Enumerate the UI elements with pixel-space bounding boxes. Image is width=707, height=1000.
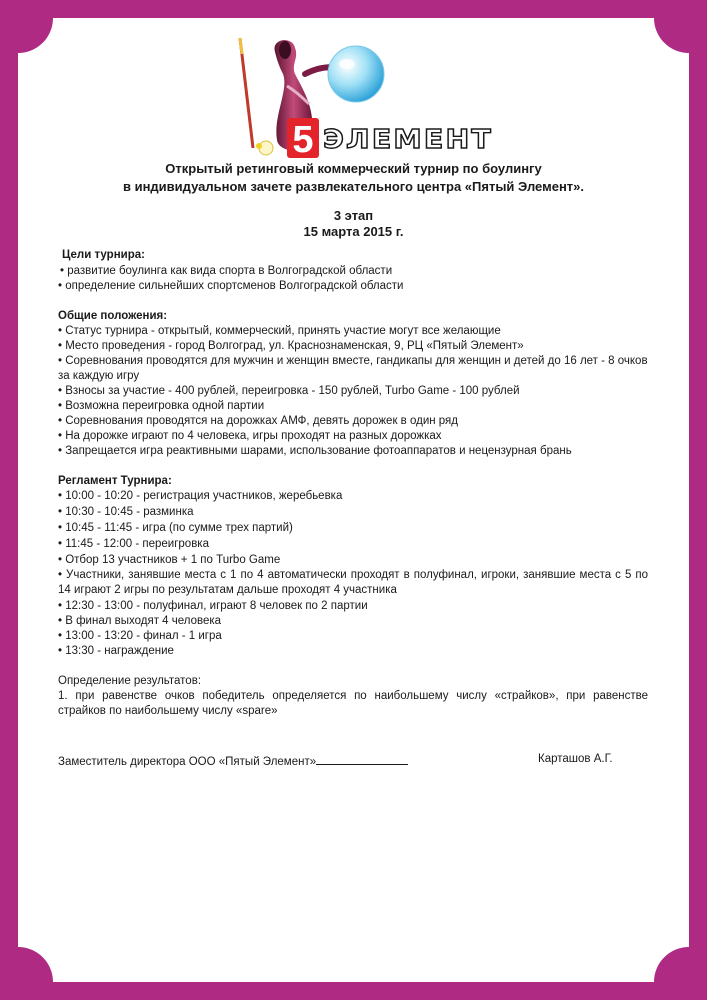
schedule-heading: Регламент Турнира: bbox=[58, 475, 172, 487]
list-item: • 10:30 - 10:45 - разминка bbox=[58, 506, 194, 518]
signature-position-text: Заместитель директора ООО «Пятый Элемент» bbox=[58, 756, 317, 768]
document-page bbox=[18, 18, 689, 982]
logo-text: ЭЛЕМЕНТ bbox=[323, 125, 493, 155]
results-text: 1. при равенстве очков победитель определяется по наибольшему числу «страйков», при равенстве страйков по наибольшему числу «spare» bbox=[58, 690, 648, 717]
signature-line bbox=[316, 753, 408, 765]
list-item: • Запрещается игра реактивными шарами, использование фотоаппаратов и нецензурная брань bbox=[58, 445, 572, 457]
document-title-line1: Открытый ретинговый коммерческий турнир по боулингу bbox=[165, 161, 542, 176]
results-heading: Определение результатов: bbox=[58, 675, 202, 687]
list-item: • Взносы за участие - 400 рублей, переигровка - 150 рублей, Turbo Game - 100 рублей bbox=[58, 385, 520, 397]
corner-decoration bbox=[18, 947, 53, 982]
list-item: • развитие боулинга как вида спорта в Волгоградской области bbox=[60, 265, 393, 277]
list-item: • 13:00 - 13:20 - финал - 1 игра bbox=[58, 630, 222, 642]
list-item: • В финал выходят 4 человека bbox=[58, 615, 222, 627]
company-logo bbox=[213, 30, 513, 160]
list-item: • На дорожке играют по 4 человека, игры проходят на разных дорожках bbox=[58, 430, 442, 442]
list-item: • определение сильнейших спортсменов Волгоградской области bbox=[58, 280, 404, 292]
signature-name: Карташов А.Г. bbox=[538, 753, 613, 765]
event-date: 15 марта 2015 г. bbox=[303, 224, 404, 239]
list-item: • 10:00 - 10:20 - регистрация участников, жеребьевка bbox=[58, 490, 343, 502]
list-item: • Соревнования проводятся для мужчин и женщин вместе, гандикапы для женщин и детей до 16 лет - 8 очков за каждую игру bbox=[58, 355, 648, 382]
corner-decoration bbox=[654, 18, 689, 53]
goals-heading: Цели турнира: bbox=[62, 249, 145, 261]
list-item: • Соревнования проводятся на дорожках АМФ, девять дорожек в один ряд bbox=[58, 415, 458, 427]
list-item: • Участники, занявшие места с 1 по 4 автоматически проходят в полуфинал, игроки, занявшие места с 5 по 14 играют 2 игры по результатам дальше проходят 4 участника bbox=[58, 569, 648, 596]
list-item: • 13:30 - награждение bbox=[58, 645, 174, 657]
svg-text:5: 5 bbox=[292, 119, 314, 160]
list-item: • 12:30 - 13:00 - полуфинал, играют 8 человек по 2 партии bbox=[58, 600, 368, 612]
list-item: • Статус турнира - открытый, коммерческий, принять участие могут все желающие bbox=[58, 325, 501, 337]
list-item: • Возможна переигровка одной партии bbox=[58, 400, 265, 412]
list-item: • 10:45 - 11:45 - игра (по сумме трех партий) bbox=[58, 522, 293, 534]
corner-decoration bbox=[18, 18, 53, 53]
list-item: • Отбор 13 участников + 1 по Turbo Game bbox=[58, 554, 281, 566]
stage-label: 3 этап bbox=[333, 208, 374, 223]
list-item: • Место проведения - город Волгоград, ул. Краснознаменская, 9, РЦ «Пятый Элемент» bbox=[58, 340, 524, 352]
document-title-line2: в индивидуальном зачете развлекательного центра «Пятый Элемент». bbox=[122, 179, 585, 194]
list-item: • 11:45 - 12:00 - переигровка bbox=[58, 538, 209, 550]
signature-position bbox=[58, 753, 408, 768]
general-heading: Общие положения: bbox=[58, 310, 168, 322]
corner-decoration bbox=[654, 947, 689, 982]
